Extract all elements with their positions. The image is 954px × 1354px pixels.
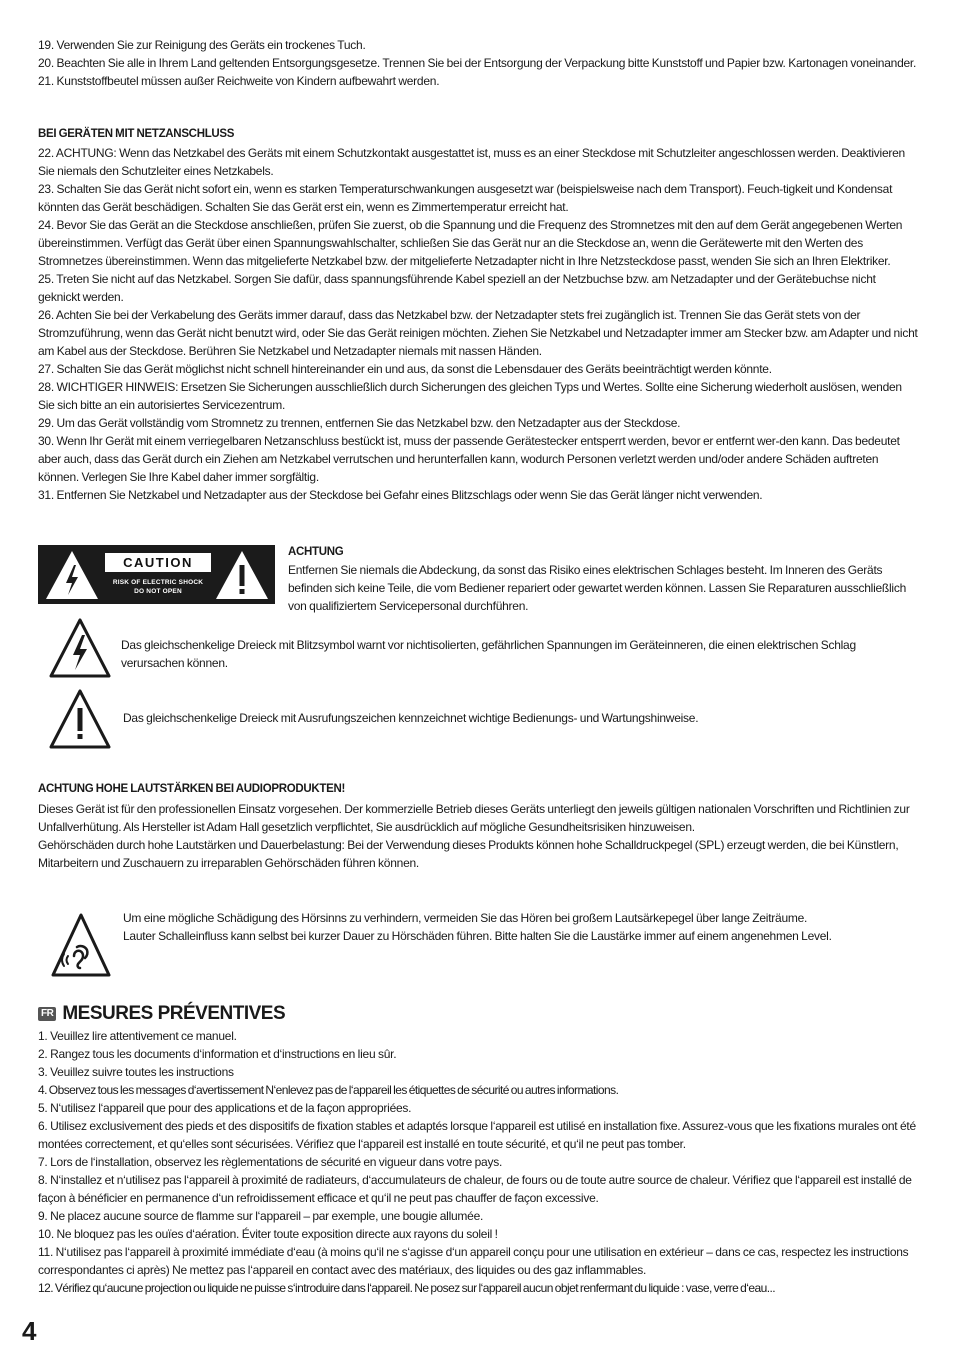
section-heading: BEI GERÄTEN MIT NETZANSCHLUSS <box>38 128 235 140</box>
list-item: 28. WICHTIGER HINWEIS: Ersetzen Sie Sicherungen ausschließlich durch Sicherungen des gleichen Typs und Wertes. Sollte eine Sicherung wiederholt auslösen, wenden Sie sich bitte an ein autorisiertes Servicezentrum. <box>38 380 902 412</box>
caution-subtext <box>100 578 216 596</box>
list-item: 19. Verwenden Sie zur Reinigung des Geräts ein trockenes Tuch. <box>38 38 366 52</box>
lightning-symbol-text: Das gleichschenkelige Dreieck mit Blitzsymbol warnt vor nichtisolierten, gefährlichen Spannungen im Geräteinneren, die einen elektrischen Schlag verursachen können. <box>121 638 856 670</box>
list-item: 27. Schalten Sie das Gerät möglichst nicht schnell hintereinander ein und aus, da sonst die Lebensdauer des Geräts beeinträchtigt werden könnte. <box>38 362 772 376</box>
fr-title-text: MESURES PRÉVENTIVES <box>62 1003 286 1024</box>
exclamation-triangle-icon <box>48 688 112 750</box>
achtung-heading: ACHTUNG <box>288 546 344 558</box>
ear-paragraph: Um eine mögliche Schädigung des Hörsinns zu verhindern, vermeiden Sie das Hören bei großem Lautsärkepegel über lange Zeiträume. <box>123 911 808 925</box>
language-badge: FR <box>38 1007 56 1021</box>
achtung-block <box>288 545 918 615</box>
list-item: 10. Ne bloquez pas les ouïes d‘aération. Éviter toute exposition directe aux rayons du soleil ! <box>38 1227 498 1241</box>
list-item: 29. Um das Gerät vollständig vom Stromnetz zu trennen, entfernen Sie das Netzkabel bzw. den Netzadapter aus der Steckdose. <box>38 416 681 430</box>
ear-warning-text <box>123 909 903 945</box>
exclamation-symbol-text: Das gleichschenkelige Dreieck mit Ausrufungszeichen kennzeichnet wichtige Bedienungs- und Wartungshinweise. <box>123 711 699 725</box>
list-item: 31. Entfernen Sie Netzkabel und Netzadapter aus der Steckdose bei Gefahr eines Blitzschlags oder wenn Sie das Gerät länger nicht verwenden. <box>38 488 763 502</box>
achtung-text: Entfernen Sie niemals die Abdeckung, da sonst das Risiko eines elektrischen Schlages besteht. Im Inneren des Geräts befinden sich keine Teile, die vom Bediener repariert oder gewartet werden können. Lassen Sie Reparaturen ausschließlich von qualifiziertem Servicepersonal durchführen. <box>288 563 906 613</box>
list-item: 24. Bevor Sie das Gerät an die Steckdose anschließen, prüfen Sie zuerst, ob die Spannung und die Frequenz des Stromnetzes mit den auf dem Gerät angegebenen Werten übereinstimmen. Verfügt das Gerät über einen Spannungswahlschalter, schließen Sie das Gerät nur an die Steckdose an, wenn die Gerätewerte mit den Werten des Stromnetzes übereinstimmen. Wenn das mitgelieferte Netzkabel bzw. der mitgelieferte Netzadapter nicht in Ihre Netzsteckdose passt, wenden Sie sich an Ihren Elektriker. <box>38 218 903 268</box>
list-item: 12. Vérifiez qu‘aucune projection ou liquide ne puisse s‘introduire dans l‘appareil. Ne posez sur l‘appareil aucun objet renfermant du liquide : vase, verre d‘eau... <box>38 1281 776 1295</box>
list-item: 9. Ne placez aucune source de flamme sur l‘appareil – par exemple, une bougie allumée. <box>38 1209 484 1223</box>
list-item: 20. Beachten Sie alle in Ihrem Land geltenden Entsorgungsgesetze. Trennen Sie bei der Entsorgung der Verpackung bitte Kunststoff und Papier bzw. Kartonagen voneinander. <box>38 56 917 70</box>
fr-list <box>38 1027 918 1297</box>
list-item: 25. Treten Sie nicht auf das Netzkabel. Sorgen Sie dafür, dass spannungsführende Kabel speziell an der Netzbuchse bzw. am Netzadapter und der Gerätebuchse nicht geknickt werden. <box>38 272 876 304</box>
ear-paragraph: Lauter Schalleinfluss kann selbst bei kurzer Dauer zu Hörschäden führen. Bitte halten Sie die Laustärke immer auf einem angenehmen Level. <box>123 929 832 943</box>
list-item: 8. N‘installez et n‘utilisez pas l‘appareil à proximité de radiateurs, d‘accumulateurs de chaleur, de fours ou de toute autre source de chaleur. Vérifiez que l‘appareil est installé de façon à bénéficier en permanence d‘un refroidissement efficace et qu‘il ne peut pas chauffer de façon excessive. <box>38 1173 912 1205</box>
audio-section <box>38 782 918 872</box>
lightning-warning-icon <box>44 549 100 601</box>
list-item: 7. Lors de l‘installation, observez les règlementations de sécurité en vigueur dans votre pays. <box>38 1155 503 1169</box>
list-item: 5. N‘utilisez l‘appareil que pour des applications et de la façon appropriées. <box>38 1101 412 1115</box>
list-item: 26. Achten Sie bei der Verkabelung des Geräts immer darauf, dass das Netzkabel bzw. der Netzadapter stets frei zugänglich ist. Trennen Sie das Gerät stets von der Stromzuführung, wenn das Gerät nicht benutzt wird, oder Sie das Gerät reinigen möchten. Ziehen Sie Netzkabel und Netzadapter immer am Stecker bzw. am Adapter und nicht am Kabel aus der Steckdose. Berühren Sie Netzkabel und Netzadapter niemals mit nassen Händen. <box>38 308 918 358</box>
lightning-triangle-icon <box>48 617 112 679</box>
list-item: 11. N‘utilisez pas l‘appareil à proximité immédiate d‘eau (à moins qu‘il ne s‘agisse d‘un appareil conçu pour une utilisation en extérieur – dans ce cas, respectez les instructions correspondantes ci après) Ne mettez pas l‘appareil en contact avec des matériaux, des liquides ou des gaz inflammables. <box>38 1245 909 1277</box>
list-item: 1. Veuillez lire attentivement ce manuel. <box>38 1029 237 1043</box>
page-number: 4 <box>22 1316 37 1346</box>
list-item: 4. Observez tous les messages d‘avertissement N‘enlevez pas de l‘appareil les étiquettes de sécurité ou autres informations. <box>38 1083 619 1097</box>
section-heading: ACHTUNG HOHE LAUTSTÄRKEN BEI AUDIOPRODUKTEN! <box>38 783 346 795</box>
caution-label: CAUTION <box>105 553 211 572</box>
caution-sub-line: RISK OF ELECTRIC SHOCK <box>112 579 204 586</box>
list-item: 23. Schalten Sie das Gerät nicht sofort ein, wenn es starken Temperaturschwankungen ausgesetzt war (beispielsweise nach dem Transport). Feuch-tigkeit und Kondensat könnten das Gerät beschädigen. Schalten Sie das Gerät erst ein, wenn es Zimmertemperatur erreicht hat. <box>38 182 893 214</box>
list-item: 30. Wenn Ihr Gerät mit einem verriegelbaren Netzanschluss bestückt ist, muss der passende Gerätestecker entsperrt werden, bevor er entfernt wer-den kann. Das bedeutet aber auch, dass das Gerät durch ein Ziehen am Netzkabel verrutschen und herunterfallen kann, wodurch Personen verletzt werden und/oder andere Schäden auftreten können. Verlegen Sie Ihre Kabel daher immer sorgfältig. <box>38 434 900 484</box>
audio-paragraph: Gehörschäden durch hohe Lautstärken und Dauerbelastung: Bei der Verwendung dieses Produkts können hohe Schalldruckpegel (SPL) erzeugt werden, die bei Künstlern, Mitarbeitern und Zuschauern zu irreparablen Gehörschäden führen können. <box>38 838 899 870</box>
list-item: 21. Kunststoffbeutel müssen außer Reichweite von Kindern aufbewahrt werden. <box>38 74 440 88</box>
list-item: 3. Veuillez suivre toutes les instructions <box>38 1065 234 1079</box>
exclamation-warning-icon <box>214 549 270 601</box>
de-top-list <box>38 36 918 90</box>
audio-paragraph: Dieses Gerät ist für den professionellen Einsatz vorgesehen. Der kommerzielle Betrieb dieses Geräts unterliegt den jeweils gültigen nationalen Vorschriften und Richtlinien zur Unfallverhütung. Als Hersteller ist Adam Hall gesetzlich verpflichtet, Sie ausdrücklich auf mögliche Gesundheitsrisiken hinzuweisen. <box>38 802 910 834</box>
fr-section-title <box>38 1002 285 1026</box>
list-item: 22. ACHTUNG: Wenn das Netzkabel des Geräts mit einem Schutzkontakt ausgestattet ist, muss es an einer Steckdose mit Schutzleiter angeschlossen werden. Deaktivieren Sie niemals den Schutzleiter eines Netzkabels. <box>38 146 905 178</box>
list-item: 2. Rangez tous les documents d‘information et d‘instructions en lieu sûr. <box>38 1047 397 1061</box>
list-item: 6. Utilisez exclusivement des pieds et des dispositifs de fixation stables et adaptés lorsque l‘appareil est utilisé en installation fixe. Assurez-vous que les fixations murales ont été montées correctement, et qu‘elles sont sécurisées. Vérifiez que l‘appareil est installé en toute sécurité, et qu‘il ne peut pas tomber. <box>38 1119 916 1151</box>
netz-section <box>38 127 918 504</box>
caution-sub-line: DO NOT OPEN <box>134 588 182 595</box>
hearing-warning-icon <box>50 912 112 978</box>
